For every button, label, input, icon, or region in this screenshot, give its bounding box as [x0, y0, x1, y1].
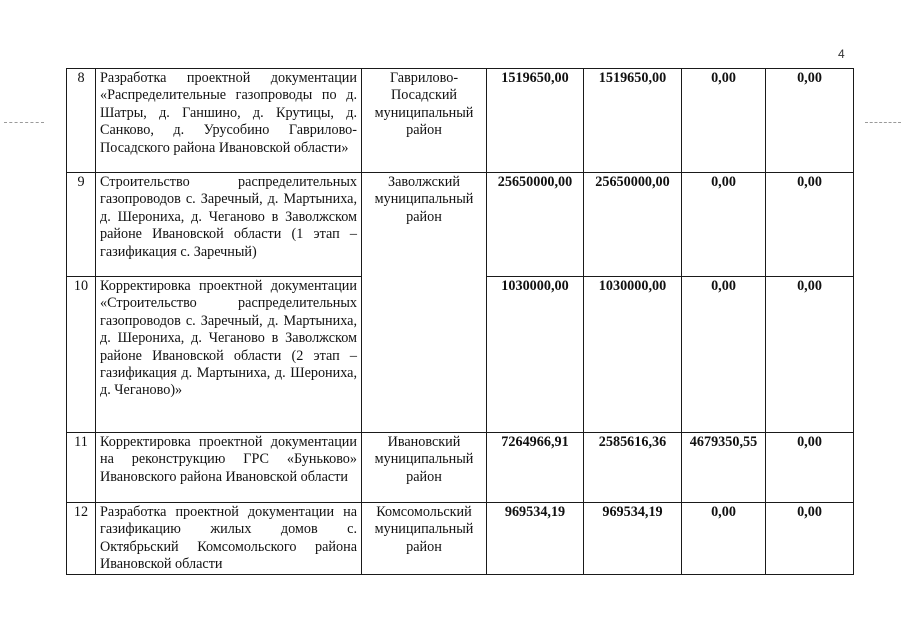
total-amount: 1519650,00 — [487, 69, 584, 173]
right-margin-mark — [865, 122, 901, 124]
amount-col-3: 0,00 — [682, 277, 766, 433]
table-row — [67, 69, 854, 173]
amount-col-3: 4679350,55 — [682, 433, 766, 503]
row-number: 12 — [67, 503, 96, 575]
row-number: 9 — [67, 173, 96, 277]
amount-col-4: 0,00 — [766, 69, 854, 173]
row-number: 8 — [67, 69, 96, 173]
amount-col-3: 0,00 — [682, 503, 766, 575]
gasification-projects-table — [66, 68, 854, 575]
municipal-district: Комсомольский муниципальный район — [362, 503, 487, 575]
total-amount: 969534,19 — [487, 503, 584, 575]
amount-col-2: 1030000,00 — [584, 277, 682, 433]
amount-col-4: 0,00 — [766, 503, 854, 575]
project-description: Строительство распределительных газопроводов с. Заречный, д. Мартыниха, д. Шерониха, д. Чеганово в Заволжском районе Ивановской области (1 этап – газификация с. Заречный) — [96, 173, 362, 277]
amount-col-3: 0,00 — [682, 69, 766, 173]
amount-col-2: 25650000,00 — [584, 173, 682, 277]
amount-col-4: 0,00 — [766, 277, 854, 433]
project-description: Корректировка проектной документации на реконструкцию ГРС «Буньково» Ивановского района Ивановской области — [96, 433, 362, 503]
municipal-district: Гаврилово-Посадский муниципальный район — [362, 69, 487, 173]
amount-col-4: 0,00 — [766, 433, 854, 503]
amount-col-4: 0,00 — [766, 173, 854, 277]
amount-col-3: 0,00 — [682, 173, 766, 277]
amount-col-2: 969534,19 — [584, 503, 682, 575]
municipal-district: Заволжский муниципальный район — [362, 173, 487, 433]
table-row — [67, 503, 854, 575]
page-number: 4 — [838, 47, 845, 61]
row-number: 11 — [67, 433, 96, 503]
table-row — [67, 173, 854, 277]
project-description: Корректировка проектной документации «Строительство распределительных газопроводов с. Заречный, д. Мартыниха, д. Шерониха, д. Чеганово в Заволжском районе Ивановской области (2 этап – газификация д. Мартыниха, д. Шерониха, д. Чеганово)» — [96, 277, 362, 433]
total-amount: 7264966,91 — [487, 433, 584, 503]
row-number: 10 — [67, 277, 96, 433]
total-amount: 25650000,00 — [487, 173, 584, 277]
total-amount: 1030000,00 — [487, 277, 584, 433]
amount-col-2: 1519650,00 — [584, 69, 682, 173]
project-description: Разработка проектной документации «Распределительные газопроводы по д. Шатры, д. Ганшино, д. Крутицы, д. Санково, д. Урусобино Гаврилово-Посадского района Ивановской области» — [96, 69, 362, 173]
amount-col-2: 2585616,36 — [584, 433, 682, 503]
project-description: Разработка проектной документации на газификацию жилых домов с. Октябрьский Комсомольского района Ивановской области — [96, 503, 362, 575]
left-margin-mark — [4, 122, 44, 124]
table-row — [67, 433, 854, 503]
municipal-district: Ивановский муниципальный район — [362, 433, 487, 503]
